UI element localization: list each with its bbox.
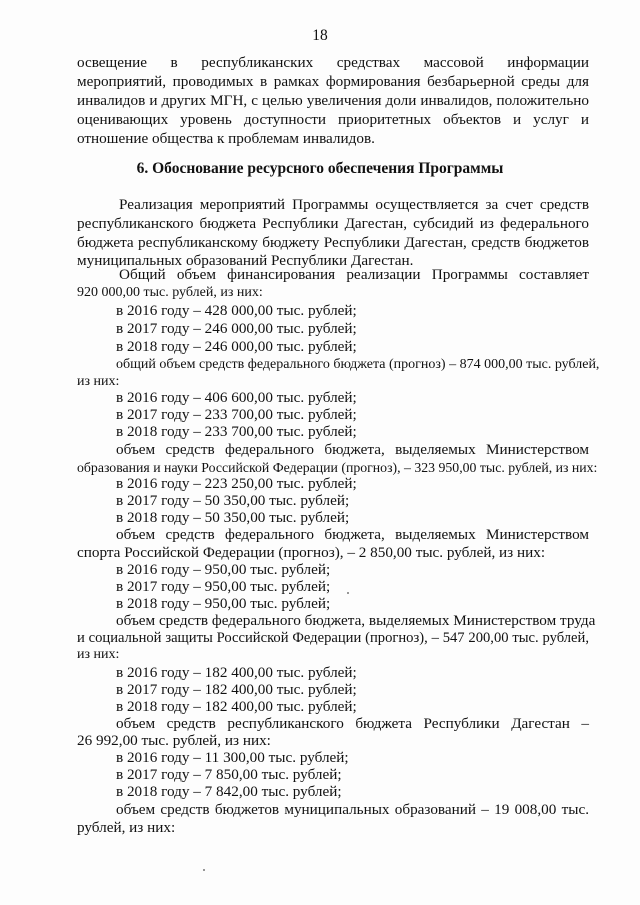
municipal-line-1: объем средств бюджетов муниципальных образований – 19 008,00 тыс. [116, 801, 589, 818]
sport-line-1: объем средств федерального бюджета, выделяемых Министерством [116, 526, 589, 543]
education-line-2: образования и науки Российской Федерации (прогноз), – 323 950,00 тыс. рублей, из них: [77, 460, 598, 475]
education-line-1: объем средств федерального бюджета, выделяемых Министерством [116, 441, 589, 458]
paragraph-2-line-2: республиканского бюджета Республики Дагестан, субсидий из федерального [77, 215, 589, 232]
total-2016: в 2016 году – 428 000,00 тыс. рублей; [116, 302, 357, 319]
federal-line-2: из них: [77, 374, 120, 389]
republic-2018: в 2018 году – 7 842,00 тыс. рублей; [116, 783, 342, 800]
sport-2017: в 2017 году – 950,00 тыс. рублей; [116, 578, 331, 595]
labor-line-1: объем средств федерального бюджета, выделяемых Министерством труда [116, 612, 596, 629]
education-2016: в 2016 году – 223 250,00 тыс. рублей; [116, 475, 357, 492]
total-2017: в 2017 году – 246 000,00 тыс. рублей; [116, 320, 357, 337]
scan-speck [347, 592, 349, 594]
paragraph-1-line-4: оценивающих уровень доступности приоритетных объектов и услуг и [77, 111, 589, 128]
republic-line-2: 26 992,00 тыс. рублей, из них: [77, 732, 271, 749]
education-2017: в 2017 году – 50 350,00 тыс. рублей; [116, 492, 350, 509]
paragraph-1-line-3: инвалидов и других МГН, с целью увеличения доли инвалидов, положительно [77, 92, 589, 109]
labor-line-2: и социальной защиты Российской Федерации (прогноз), – 547 200,00 тыс. рублей, [77, 630, 589, 646]
paragraph-1-line-1: освещение в республиканских средствах массовой информации [77, 54, 589, 71]
municipal-line-2: рублей, из них: [77, 819, 176, 836]
sport-2018: в 2018 году – 950,00 тыс. рублей; [116, 595, 331, 612]
labor-2016: в 2016 году – 182 400,00 тыс. рублей; [116, 664, 357, 681]
federal-2018: в 2018 году – 233 700,00 тыс. рублей; [116, 423, 357, 440]
education-2018: в 2018 году – 50 350,00 тыс. рублей; [116, 509, 350, 526]
paragraph-1-line-2: мероприятий, проводимых в рамках формирования безбарьерной среды для [77, 73, 589, 90]
sport-line-2: спорта Российской Федерации (прогноз), – 2 850,00 тыс. рублей, из них: [77, 544, 546, 561]
federal-2017: в 2017 году – 233 700,00 тыс. рублей; [116, 406, 357, 423]
paragraph-2-line-4: муниципальных образований Республики Дагестан. [77, 252, 414, 269]
total-2018: в 2018 году – 246 000,00 тыс. рублей; [116, 338, 357, 355]
republic-2017: в 2017 году – 7 850,00 тыс. рублей; [116, 766, 342, 783]
total-line-2: 920 000,00 тыс. рублей, из них: [77, 285, 263, 300]
page-number: 18 [312, 27, 328, 44]
sport-2016: в 2016 году – 950,00 тыс. рублей; [116, 561, 331, 578]
labor-line-3: из них: [77, 647, 120, 662]
federal-line-1: общий объем средств федерального бюджета (прогноз) – 874 000,00 тыс. рублей, [116, 357, 600, 372]
federal-2016: в 2016 году – 406 600,00 тыс. рублей; [116, 389, 357, 406]
labor-2017: в 2017 году – 182 400,00 тыс. рублей; [116, 681, 357, 698]
scan-speck [203, 869, 205, 871]
paragraph-2-line-3: бюджета республиканскому бюджету Республики Дагестан, средств бюджетов [77, 234, 589, 251]
paragraph-2-line-1: Реализация мероприятий Программы осуществляется за счет средств [119, 196, 589, 213]
total-line-1: Общий объем финансирования реализации Программы составляет [119, 266, 589, 283]
paragraph-1-line-5: отношение общества к проблемам инвалидов. [77, 130, 375, 147]
republic-line-1: объем средств республиканского бюджета Республики Дагестан – [116, 715, 589, 732]
section-heading: 6. Обоснование ресурсного обеспечения Программы [136, 160, 504, 177]
labor-2018: в 2018 году – 182 400,00 тыс. рублей; [116, 698, 357, 715]
republic-2016: в 2016 году – 11 300,00 тыс. рублей; [116, 749, 349, 766]
